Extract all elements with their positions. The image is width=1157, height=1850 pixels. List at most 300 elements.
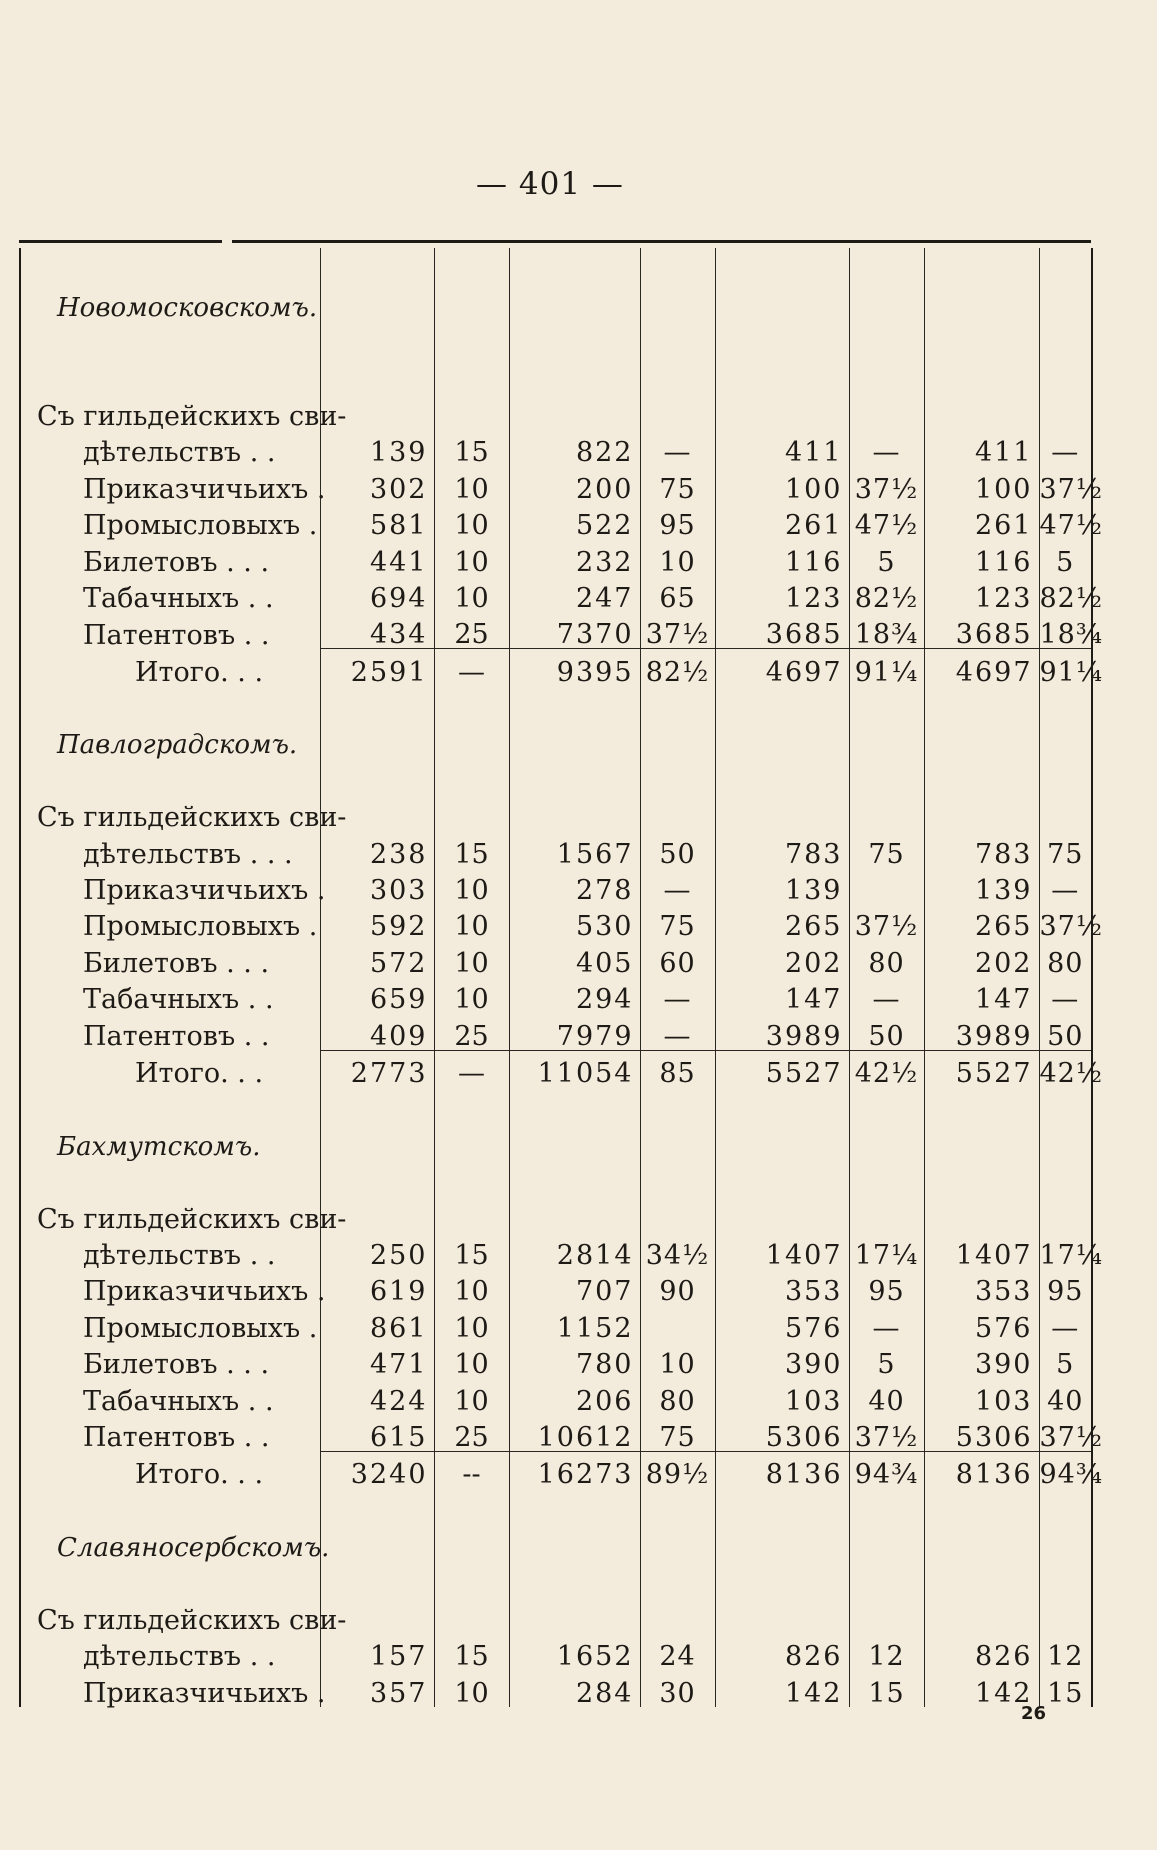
cell-share2-rubles: 123 [924, 576, 1039, 612]
cell-share2-rubles [924, 1196, 1039, 1232]
cell-share-rubles [715, 394, 849, 430]
cell-sum-kopecks: 37½ [640, 612, 715, 649]
cell-share-rubles: 8136 [715, 1451, 849, 1488]
cell-sum-kopecks [640, 1087, 715, 1123]
table-row-item [20, 868, 1092, 904]
cell-share-kopecks: 37½ [849, 904, 924, 940]
cell-sum-rubles: 16273 [509, 1451, 640, 1488]
cell-share2-rubles: 147 [924, 977, 1039, 1013]
cell-sum-rubles: 278 [509, 868, 640, 904]
cell-sum-rubles: 2814 [509, 1233, 640, 1269]
cell-sum-kopecks [640, 1597, 715, 1633]
cell-rate: 10 [434, 1305, 509, 1341]
cell-sum-kopecks: 65 [640, 576, 715, 612]
cell-share2-kopecks: 12 [1039, 1634, 1092, 1670]
district-heading: Бахмутскомъ. [20, 1123, 320, 1159]
cell-count: 441 [320, 539, 434, 575]
cell-sum-rubles [509, 284, 640, 320]
cell-share2-rubles: 5527 [924, 1050, 1039, 1087]
cell-count: 619 [320, 1269, 434, 1305]
cell-share-rubles [715, 1123, 849, 1159]
cell-sum-kopecks [640, 1123, 715, 1159]
table-row-item [20, 1233, 1092, 1269]
cell-share2-kopecks: 75 [1039, 831, 1092, 867]
cell-sum-kopecks: 90 [640, 1269, 715, 1305]
cell-share-rubles [715, 1196, 849, 1232]
table-row-item [20, 1342, 1092, 1378]
cell-share2-rubles [924, 1123, 1039, 1159]
row-label: Табачныхъ . . [20, 576, 320, 612]
cell-share-rubles: 411 [715, 430, 849, 466]
cell-count: 302 [320, 466, 434, 502]
table-row-item [20, 503, 1092, 539]
cell-rate: — [434, 1050, 509, 1087]
cell-share2-kopecks: 40 [1039, 1378, 1092, 1414]
cell-sum-rubles: 1152 [509, 1305, 640, 1341]
cell-share2-kopecks: — [1039, 977, 1092, 1013]
cell-share2-rubles: 783 [924, 831, 1039, 867]
cell-rate: 10 [434, 868, 509, 904]
cell-rate [434, 686, 509, 722]
cell-count: 238 [320, 831, 434, 867]
sheet-number: 26 [1021, 1703, 1047, 1724]
cell-share2-rubles [924, 394, 1039, 430]
cell-share2-kopecks: 37½ [1039, 466, 1092, 502]
cell-share-rubles: 142 [715, 1670, 849, 1706]
cell-share2-kopecks [1039, 248, 1092, 284]
cell-sum-kopecks [640, 795, 715, 831]
cell-share2-kopecks [1039, 1561, 1092, 1597]
cell-count [320, 357, 434, 393]
blank-cell [20, 1087, 320, 1123]
table-row-spacer [20, 1160, 1092, 1196]
cell-share-rubles [715, 248, 849, 284]
cell-count: 3240 [320, 1451, 434, 1488]
cell-share-rubles [715, 1488, 849, 1524]
table-row-item [20, 539, 1092, 575]
cell-share-rubles: 3685 [715, 612, 849, 649]
cell-sum-rubles [509, 394, 640, 430]
cell-share-kopecks [849, 1160, 924, 1196]
cell-sum-rubles: 1567 [509, 831, 640, 867]
row-label: Приказчичьихъ . [20, 466, 320, 502]
cell-rate: 10 [434, 977, 509, 1013]
cell-count: 357 [320, 1670, 434, 1706]
cell-sum-kopecks [640, 1488, 715, 1524]
cell-share2-kopecks: — [1039, 1305, 1092, 1341]
cell-share2-kopecks [1039, 1525, 1092, 1561]
cell-share-rubles: 3989 [715, 1013, 849, 1050]
cell-share-kopecks [849, 686, 924, 722]
cell-count: 471 [320, 1342, 434, 1378]
cell-sum-rubles [509, 758, 640, 794]
row-label: Приказчичьихъ . [20, 868, 320, 904]
cell-count: 572 [320, 940, 434, 976]
cell-share-rubles: 576 [715, 1305, 849, 1341]
cell-share-kopecks: 37½ [849, 1415, 924, 1452]
cell-sum-kopecks: 89½ [640, 1451, 715, 1488]
cell-sum-rubles: 707 [509, 1269, 640, 1305]
cell-share-rubles [715, 357, 849, 393]
cell-share2-kopecks: 94¾ [1039, 1451, 1092, 1488]
cell-share2-rubles [924, 1488, 1039, 1524]
cell-sum-kopecks: 80 [640, 1378, 715, 1414]
blank-cell [20, 758, 320, 794]
cell-count [320, 722, 434, 758]
cell-share-rubles: 265 [715, 904, 849, 940]
cell-share-kopecks: 5 [849, 1342, 924, 1378]
cell-share2-kopecks: 18¾ [1039, 612, 1092, 649]
cell-sum-kopecks [640, 1305, 715, 1341]
row-label: дѣтельствъ . . [20, 430, 320, 466]
cell-share2-kopecks: — [1039, 868, 1092, 904]
cell-share-rubles [715, 722, 849, 758]
cell-share2-rubles: 116 [924, 539, 1039, 575]
cell-share-kopecks: 12 [849, 1634, 924, 1670]
cell-count: 434 [320, 612, 434, 649]
cell-share-rubles: 261 [715, 503, 849, 539]
cell-sum-rubles [509, 1597, 640, 1633]
cell-rate: 15 [434, 831, 509, 867]
cell-count [320, 1123, 434, 1159]
cell-sum-rubles: 11054 [509, 1050, 640, 1087]
table-row-section [20, 1525, 1092, 1561]
row-label: Приказчичьихъ . [20, 1269, 320, 1305]
cell-share2-kopecks [1039, 1123, 1092, 1159]
table-row-spacer [20, 1087, 1092, 1123]
row-label: Табачныхъ . . [20, 977, 320, 1013]
cell-share-kopecks [849, 1488, 924, 1524]
table-body [20, 248, 1104, 1709]
cell-rate [434, 321, 509, 357]
blank-cell [20, 357, 320, 393]
district-heading: Славяносербскомъ. [20, 1525, 320, 1561]
cell-sum-rubles: 294 [509, 977, 640, 1013]
cell-share2-rubles [924, 1525, 1039, 1561]
cell-count: 139 [320, 430, 434, 466]
table-row-label [20, 394, 1092, 430]
row-label: Патентовъ . . [20, 612, 320, 649]
row-label: Съ гильдейскихъ сви- [20, 1196, 320, 1232]
cell-share2-rubles: 3685 [924, 612, 1039, 649]
cell-count: 581 [320, 503, 434, 539]
blank-cell [20, 1160, 320, 1196]
cell-rate [434, 1087, 509, 1123]
cell-rate: 25 [434, 612, 509, 649]
cell-share-rubles: 202 [715, 940, 849, 976]
row-label: Промысловыхъ . [20, 1305, 320, 1341]
cell-sum-rubles [509, 1488, 640, 1524]
cell-sum-kopecks [640, 686, 715, 722]
cell-share2-kopecks: 5 [1039, 539, 1092, 575]
cell-rate: 10 [434, 1269, 509, 1305]
cell-share2-rubles [924, 795, 1039, 831]
cell-share2-kopecks [1039, 1488, 1092, 1524]
cell-sum-rubles [509, 722, 640, 758]
cell-share2-kopecks [1039, 1087, 1092, 1123]
cell-share2-kopecks [1039, 1160, 1092, 1196]
cell-share-rubles [715, 1087, 849, 1123]
cell-share-kopecks [849, 1561, 924, 1597]
cell-share2-kopecks [1039, 357, 1092, 393]
cell-rate [434, 795, 509, 831]
cell-rate [434, 722, 509, 758]
cell-sum-rubles: 530 [509, 904, 640, 940]
top-rule [19, 240, 1091, 243]
cell-count: 2591 [320, 649, 434, 686]
cell-sum-rubles: 522 [509, 503, 640, 539]
cell-count: 303 [320, 868, 434, 904]
cell-rate: 10 [434, 1378, 509, 1414]
cell-share2-rubles: 390 [924, 1342, 1039, 1378]
row-label: Билетовъ . . . [20, 1342, 320, 1378]
district-heading: Новомосковскомъ. [20, 284, 320, 320]
row-label: Съ гильдейскихъ сви- [20, 394, 320, 430]
cell-sum-rubles: 405 [509, 940, 640, 976]
cell-rate: 10 [434, 576, 509, 612]
row-label: Съ гильдейскихъ сви- [20, 795, 320, 831]
cell-share-rubles: 5527 [715, 1050, 849, 1087]
table-row-spacer [20, 248, 1092, 284]
cell-share2-rubles [924, 758, 1039, 794]
cell-share-kopecks: 17¼ [849, 1233, 924, 1269]
cell-rate: 10 [434, 1670, 509, 1706]
cell-sum-rubles [509, 1160, 640, 1196]
cell-share-kopecks [849, 758, 924, 794]
table-row-label [20, 795, 1092, 831]
cell-sum-rubles [509, 1561, 640, 1597]
cell-count [320, 1525, 434, 1561]
cell-sum-kopecks: 10 [640, 539, 715, 575]
cell-share2-kopecks: 17¼ [1039, 1233, 1092, 1269]
table-row-item [20, 1670, 1092, 1706]
cell-share2-rubles: 261 [924, 503, 1039, 539]
cell-share-rubles: 116 [715, 539, 849, 575]
cell-sum-kopecks [640, 284, 715, 320]
cell-share2-kopecks [1039, 1597, 1092, 1633]
cell-share-rubles: 783 [715, 831, 849, 867]
cell-share2-rubles [924, 284, 1039, 320]
cell-count [320, 1561, 434, 1597]
cell-sum-kopecks [640, 1196, 715, 1232]
cell-sum-kopecks: 75 [640, 904, 715, 940]
cell-share2-rubles: 100 [924, 466, 1039, 502]
cell-sum-rubles: 7979 [509, 1013, 640, 1050]
cell-count [320, 1087, 434, 1123]
cell-sum-rubles: 1652 [509, 1634, 640, 1670]
cell-share-kopecks [849, 795, 924, 831]
cell-share2-kopecks: 95 [1039, 1269, 1092, 1305]
cell-share2-rubles [924, 357, 1039, 393]
cell-share2-kopecks [1039, 758, 1092, 794]
cell-share-kopecks [849, 284, 924, 320]
cell-share2-rubles: 265 [924, 904, 1039, 940]
cell-sum-kopecks: — [640, 430, 715, 466]
cell-count: 424 [320, 1378, 434, 1414]
cell-sum-kopecks: 34½ [640, 1233, 715, 1269]
cell-share-rubles [715, 795, 849, 831]
cell-rate [434, 758, 509, 794]
cell-sum-rubles [509, 686, 640, 722]
cell-sum-rubles [509, 248, 640, 284]
cell-sum-rubles: 780 [509, 1342, 640, 1378]
cell-sum-rubles: 822 [509, 430, 640, 466]
cell-sum-kopecks [640, 394, 715, 430]
table-row-section [20, 284, 1092, 320]
cell-share2-rubles [924, 1561, 1039, 1597]
cell-share2-rubles: 142 [924, 1670, 1039, 1706]
cell-rate [434, 1561, 509, 1597]
page-number: — 401 — [476, 166, 624, 202]
cell-sum-kopecks: — [640, 977, 715, 1013]
cell-sum-kopecks: 50 [640, 831, 715, 867]
cell-share-kopecks: — [849, 430, 924, 466]
cell-share2-kopecks: 42½ [1039, 1050, 1092, 1087]
cell-rate [434, 1525, 509, 1561]
cell-share-kopecks [849, 321, 924, 357]
row-label: Патентовъ . . [20, 1415, 320, 1452]
cell-count: 2773 [320, 1050, 434, 1087]
total-label: Итого. . . [20, 649, 320, 686]
cell-share-rubles [715, 686, 849, 722]
cell-sum-rubles: 9395 [509, 649, 640, 686]
cell-share2-rubles [924, 686, 1039, 722]
cell-share2-rubles: 411 [924, 430, 1039, 466]
cell-count [320, 686, 434, 722]
table-row-item [20, 1415, 1092, 1452]
cell-share-kopecks: 75 [849, 831, 924, 867]
table-row-item [20, 1013, 1092, 1050]
cell-share-rubles: 100 [715, 466, 849, 502]
revenue-table [19, 248, 1104, 1709]
cell-share2-rubles [924, 722, 1039, 758]
blank-cell [20, 686, 320, 722]
table-row-item [20, 430, 1092, 466]
cell-sum-kopecks [640, 248, 715, 284]
cell-share-rubles: 390 [715, 1342, 849, 1378]
cell-share-rubles [715, 1160, 849, 1196]
row-label: Приказчичьихъ . [20, 1670, 320, 1706]
cell-sum-kopecks: — [640, 1013, 715, 1050]
cell-share2-kopecks: 5 [1039, 1342, 1092, 1378]
cell-sum-rubles [509, 1123, 640, 1159]
row-label: Промысловыхъ . [20, 503, 320, 539]
cell-share-kopecks: 42½ [849, 1050, 924, 1087]
cell-share-kopecks: — [849, 977, 924, 1013]
row-label: Билетовъ . . . [20, 940, 320, 976]
cell-count: 409 [320, 1013, 434, 1050]
cell-rate [434, 1196, 509, 1232]
cell-share-rubles: 1407 [715, 1233, 849, 1269]
cell-share2-rubles [924, 1087, 1039, 1123]
cell-share-kopecks [849, 357, 924, 393]
cell-count: 592 [320, 904, 434, 940]
cell-rate: 15 [434, 430, 509, 466]
cell-share-kopecks: 15 [849, 1670, 924, 1706]
cell-share2-rubles: 1407 [924, 1233, 1039, 1269]
cell-share2-kopecks [1039, 795, 1092, 831]
cell-sum-kopecks: 75 [640, 466, 715, 502]
row-label: Промысловыхъ . [20, 904, 320, 940]
table-row-item [20, 1634, 1092, 1670]
cell-share-rubles: 103 [715, 1378, 849, 1414]
cell-share-kopecks [849, 722, 924, 758]
cell-rate: 10 [434, 1342, 509, 1378]
cell-share-rubles: 147 [715, 977, 849, 1013]
row-label: Патентовъ . . [20, 1013, 320, 1050]
blank-cell [20, 1488, 320, 1524]
table-row-item [20, 1269, 1092, 1305]
cell-sum-kopecks [640, 321, 715, 357]
cell-share2-rubles: 353 [924, 1269, 1039, 1305]
cell-share2-rubles: 8136 [924, 1451, 1039, 1488]
district-heading: Павлоградскомъ. [20, 722, 320, 758]
cell-count [320, 321, 434, 357]
table-row-item [20, 466, 1092, 502]
cell-rate [434, 1597, 509, 1633]
cell-count: 157 [320, 1634, 434, 1670]
table-row-item [20, 940, 1092, 976]
cell-rate: 10 [434, 466, 509, 502]
cell-share-kopecks: 80 [849, 940, 924, 976]
table-row-item [20, 1378, 1092, 1414]
cell-count: 861 [320, 1305, 434, 1341]
table-row-section [20, 722, 1092, 758]
table-row-spacer [20, 321, 1092, 357]
cell-rate [434, 1160, 509, 1196]
cell-share2-rubles: 4697 [924, 649, 1039, 686]
cell-sum-kopecks [640, 357, 715, 393]
cell-rate: 10 [434, 904, 509, 940]
cell-share2-kopecks [1039, 1196, 1092, 1232]
cell-rate: 10 [434, 539, 509, 575]
cell-rate [434, 1123, 509, 1159]
cell-share2-rubles: 826 [924, 1634, 1039, 1670]
cell-share2-rubles: 103 [924, 1378, 1039, 1414]
table-row-item [20, 1305, 1092, 1341]
cell-rate: -- [434, 1451, 509, 1488]
cell-rate: 25 [434, 1013, 509, 1050]
cell-share-kopecks: 95 [849, 1269, 924, 1305]
cell-sum-rubles [509, 1196, 640, 1232]
cell-share2-kopecks: 80 [1039, 940, 1092, 976]
table-row-spacer [20, 1488, 1092, 1524]
cell-sum-rubles: 247 [509, 576, 640, 612]
cell-sum-kopecks: 10 [640, 1342, 715, 1378]
cell-share-kopecks [849, 1196, 924, 1232]
cell-share-rubles [715, 1597, 849, 1633]
cell-share2-kopecks [1039, 394, 1092, 430]
blank-cell [20, 1561, 320, 1597]
cell-share-kopecks [849, 868, 924, 904]
total-label: Итого. . . [20, 1451, 320, 1488]
cell-share-kopecks [849, 394, 924, 430]
cell-share-rubles: 123 [715, 576, 849, 612]
cell-share-kopecks [849, 1525, 924, 1561]
cell-sum-rubles: 10612 [509, 1415, 640, 1452]
table-row-spacer [20, 357, 1092, 393]
cell-rate: 10 [434, 940, 509, 976]
cell-share2-kopecks [1039, 321, 1092, 357]
cell-share2-kopecks: — [1039, 430, 1092, 466]
cell-share-kopecks: 91¼ [849, 649, 924, 686]
cell-share-rubles [715, 1525, 849, 1561]
table-row-section [20, 1123, 1092, 1159]
cell-share2-rubles [924, 248, 1039, 284]
cell-sum-kopecks: 82½ [640, 649, 715, 686]
table-row-spacer [20, 758, 1092, 794]
cell-sum-rubles [509, 1525, 640, 1561]
